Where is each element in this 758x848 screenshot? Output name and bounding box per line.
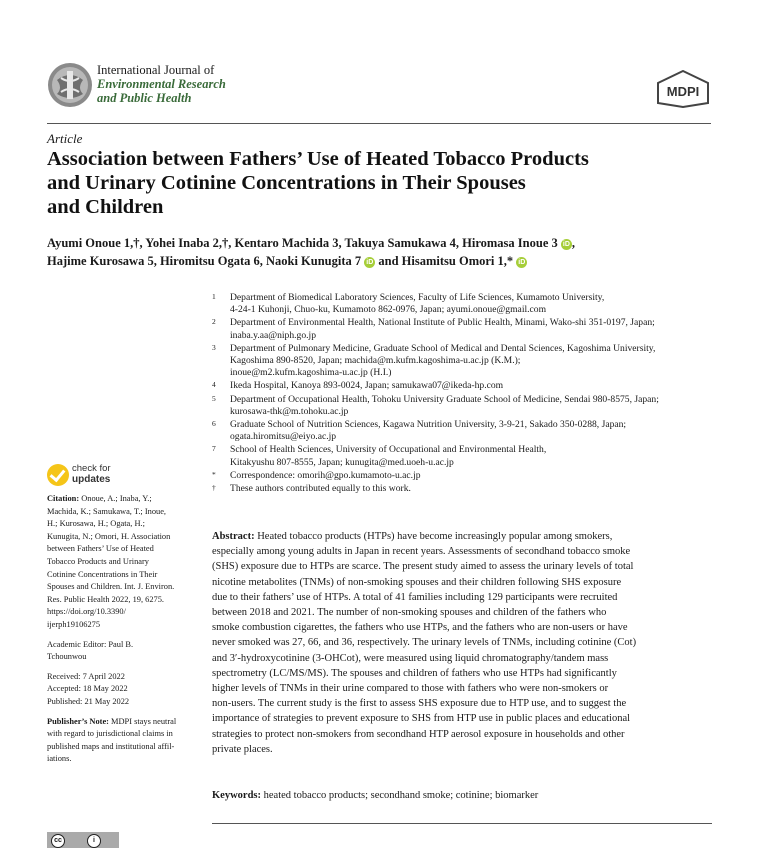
affiliations <box>212 292 712 496</box>
abstract-divider <box>212 823 712 824</box>
mdpi-logo <box>656 70 710 108</box>
header-divider <box>47 123 711 124</box>
keywords: Keywords: heated tobacco products; secondhand smoke; cotinine; biomarker <box>212 790 539 801</box>
title-line: Association between Fathers’ Use of Heated Tobacco Products <box>47 148 589 170</box>
affiliation-item: 3 Department of Pulmonary Medicine, Graduate School of Medical and Dental Sciences, Kagoshima University, Kagoshima 890-8520, Japan; machida@m.kufm.kagoshima-u.ac.jp (K.M.); inoue@m2.kufm.kagoshima-u.ac.jp (H.I.) <box>212 342 656 379</box>
author-line: Ayumi Onoue 1,†, Yohei Inaba 2,†, Kentaro Machida 3, Takuya Samukawa 4, Hiromasa Inoue 3 iD , <box>47 236 575 250</box>
orcid-icon[interactable]: iD <box>518 259 526 266</box>
article-title <box>47 147 707 219</box>
affiliation-item: 6 Graduate School of Nutrition Sciences, Kagawa Nutrition University, 3-9-21, Sakado 350-0288, Japan; ogata.hiromitsu@eiyo.ac.jp <box>212 419 627 443</box>
academic-editor: Academic Editor: Paul B. Tchounwou <box>47 639 134 662</box>
checkmark-icon <box>47 464 69 486</box>
citation-block: Citation: Onoue, A.; Inaba, Y.; Machida, K.; Samukawa, T.; Inoue, H.; Kurosawa, H.; Ogata, H.; Kunugita, N.; Omori, H. Association between Fathers’ Use of Heated Tobacco Products and Urinary Cotinine Concentrations in Their Spouses and Children. Int. J. Environ. Res. Public Health 2022, 19, 6275. https://doi.org/10.3390/ ijerph19106275 <box>47 493 199 632</box>
cc-icon: cc <box>51 834 65 848</box>
cc-license-badge[interactable] <box>47 832 119 848</box>
mdpi-logo-text: MDPI <box>666 84 700 99</box>
attribution-icon: i <box>87 834 101 848</box>
equal-contribution-note: † These authors contributed equally to this work. <box>212 483 411 495</box>
doi-link[interactable]: https://doi.org/10.3390/ <box>47 607 126 617</box>
publisher-note: Publisher’s Note: MDPI stays neutral with regard to jurisdictional claims in published maps and institutional affil- iations. <box>47 716 177 764</box>
affiliation-item: 5 Department of Occupational Health, Tohoku University Graduate School of Medicine, Sendai 980-8575, Japan; kurosawa-thk@m.tohoku.ac.jp <box>212 393 659 417</box>
correspondence-item: * Correspondence: omorih@gpo.kumamoto-u.ac.jp <box>212 469 421 481</box>
affiliation-item: 1 Department of Biomedical Laboratory Sciences, Faculty of Life Sciences, Kumamoto University, 4-24-1 Kuhonji, Chuo-ku, Kumamoto 862-0976, Japan; ayumi.onoue@gmail.com <box>212 292 605 316</box>
author-line: Hajime Kurosawa 5, Hiromitsu Ogata 6, Naoki Kunugita 7 iD and Hisamitsu Omori 1,* iD <box>47 254 526 268</box>
affiliation-item: 2 Department of Environmental Health, National Institute of Public Health, Minami, Wako-shi 351-0197, Japan; inaba.y.aa@niph.go.jp <box>212 317 655 341</box>
abstract: Abstract: Heated tobacco products (HTPs) have become increasingly popular among smokers, especially among young adults in Japan in recent years. Assessments of secondhand tobacco smoke (SHS) exposure due to HTPs are scarce. The present study aimed to assess the urinary levels of total nicotine metabolites (TNMs) of non-smoking spouses and their children following SHS exposure due to their fathers’ use of HTPs. A total of 41 families including 129 participants were recruited between 2018 and 2021. The number of non-smoking spouses and children of the fathers who smoke combustion cigarettes, the fathers who use HTPs, and the fathers who are non-users or have never smoked was 27, 66, and 36, respectively. The urinary levels of TNMs, including cotinine (Cot) and 3′-hydroxycotinine (3-OHCot), were measured using liquid chromatography/tandem mass spectrometry (LC/MS/MS). The spouses and children of fathers who use HTPs had significantly higher levels of TNMs in their urine compared to those with fathers who were non-smokers or non-users. The current study is the first to assess SHS exposure due to HTP use, and to suggest the importance of strategies to prevent exposure to SHS from HTP use in public places and educational strategies to protect non-smokers from secondhand HTP aerosol exposure in households and other private places. <box>212 531 637 755</box>
article-sidebar <box>47 493 199 773</box>
publication-dates: Received: 7 April 2022 Accepted: 18 May 2022 Published: 21 May 2022 <box>47 671 130 706</box>
affiliation-item: 4 Ikeda Hospital, Kanoya 893-0024, Japan; samukawa07@ikeda-hp.com <box>212 380 504 392</box>
author-list <box>47 234 707 270</box>
affiliation-item: 7 School of Health Sciences, University of Occupational and Environmental Health, Kitakyushu 807-8555, Japan; kunugita@med.uoeh-u.ac.jp <box>212 444 547 468</box>
article-type: Article <box>47 131 83 146</box>
orcid-icon[interactable]: iD <box>366 259 374 266</box>
journal-logo <box>47 62 93 108</box>
doi-link[interactable]: ijerph19106275 <box>47 619 101 629</box>
orcid-icon[interactable]: iD <box>562 241 570 248</box>
journal-name: International Journal of Environmental Research and Public Health <box>97 63 226 105</box>
title-line: and Children <box>47 196 164 218</box>
title-line: and Urinary Cotinine Concentrations in Their Spouses <box>47 172 526 194</box>
